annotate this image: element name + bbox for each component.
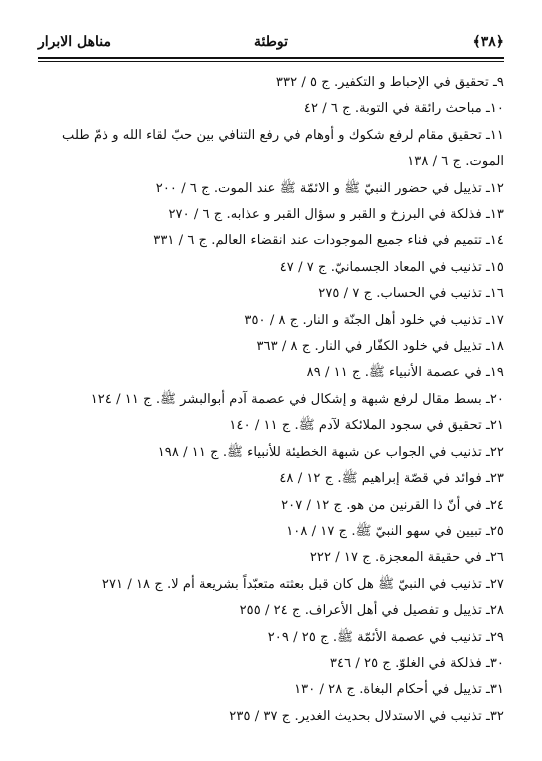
book-title: مناهل الابرار [38, 34, 111, 50]
list-item: ٩ـ تحقيق في الإحباط و التكفير. ج ٥ / ٣٣٢ [275, 75, 504, 90]
list-item: ١٤ـ تتميم في فناء جميع الموجودات عند انقضاء العالم. ج ٦ / ٣٣١ [153, 233, 504, 249]
header-rule-thin [38, 61, 504, 62]
list-item: ٢١ـ تحقيق في سجود الملائكة لآدم ﷺ. ج ١١ / ١٤٠ [229, 418, 504, 434]
list-item: ٣٢ـ تذنيب في الاستدلال بحديث الغدير. ج ٣٧ / ٢٣٥ [229, 708, 504, 724]
list-item: ٣٠ـ فذلكة في الغلوّ. ج ٢٥ / ٣٤٦ [329, 655, 504, 671]
list-item: ١٧ـ تذنيب في خلود أهل الجنّة و النار. ج ٨ / ٣٥٠ [244, 312, 504, 328]
list-item: ٢٣ـ فوائد في قصّة إبراهيم ﷺ. ج ١٢ / ٤٨ [279, 471, 504, 487]
list-item: ٢٢ـ تذنيب في الجواب عن شبهة الخطيئة للأنبياء ﷺ. ج ١١ / ١٩٨ [157, 444, 504, 460]
running-title: توطئة [253, 34, 288, 50]
list-item: ٢٩ـ تذنيب في عصمة الأئمّة ﷺ. ج ٢٥ / ٢٠٩ [267, 629, 504, 645]
list-item: ١٥ـ تذنيب في المعاد الجسمانيّ. ج ٧ / ٤٧ [279, 259, 504, 275]
list-item: ١٩ـ في عصمة الأنبياء ﷺ. ج ١١ / ٨٩ [306, 365, 504, 381]
list-item: ٢٦ـ في حقيقة المعجزة. ج ١٧ / ٢٢٢ [309, 550, 504, 566]
list-item: ١٢ـ تذييل في حضور النبيّ ﷺ و الائمّة ﷺ عند الموت. ج ٦ / ٢٠٠ [155, 180, 504, 196]
list-item: ٣١ـ تذييل في أحكام البغاة. ج ٢٨ / ١٣٠ [294, 682, 504, 698]
list-item: ١٣ـ فذلكة في البرزخ و القبر و سؤال القبر و عذابه. ج ٦ / ٢٧٠ [168, 207, 504, 223]
page-header [38, 34, 504, 54]
list-item: ٢٧ـ تذنيب في النبيّ ﷺ هل كان قبل بعثته متعبّداً بشريعة أم لا. ج ١٨ / ٢٧١ [101, 576, 504, 592]
list-item: ٢٥ـ تبيين في سهو النبيّ ﷺ. ج ١٧ / ١٠٨ [286, 523, 504, 539]
list-item: ٢٤ـ في أنّ ذا القرنين من هو. ج ١٢ / ٢٠٧ [281, 497, 504, 513]
entry-list [38, 70, 504, 730]
list-item: ١٨ـ تذييل في خلود الكفّار في النار. ج ٨ / ٣٦٣ [256, 339, 504, 355]
list-item: ١٦ـ تذنيب في الحساب. ج ٧ / ٢٧٥ [318, 286, 504, 302]
list-item: ١٠ـ مباحث رائقة في التوبة. ج ٦ / ٤٢ [303, 101, 504, 117]
page-number: ﴿٣٨﴾ [472, 34, 504, 50]
list-item: ٢٨ـ تذييل و تفصيل في أهل الأعراف. ج ٢٤ / ٢٥٥ [239, 603, 504, 619]
list-item: ٢٠ـ بسط مقال لرفع شبهة و إشكال في عصمة آدم أبوالبشر ﷺ. ج ١١ / ١٢٤ [90, 391, 504, 407]
list-item: ١١ـ تحقيق مقام لرفع شكوك و أوهام في رفع التنافي بين حبّ لقاء الله و ذمّ طلب الموت. ج ٦ / ١٣٨ [62, 127, 504, 170]
header-rule [38, 57, 504, 59]
